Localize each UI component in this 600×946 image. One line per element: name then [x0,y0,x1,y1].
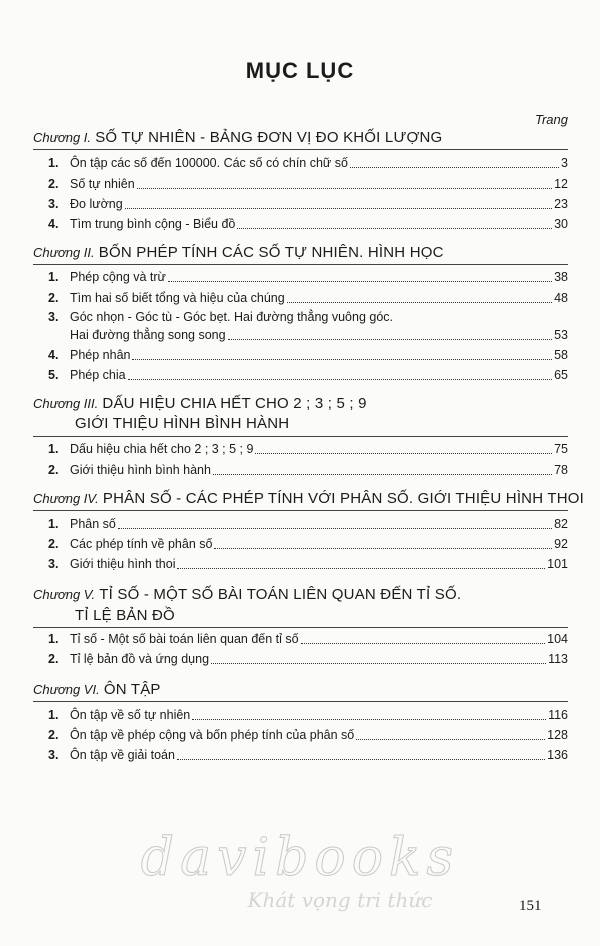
entry-page: 82 [554,517,568,531]
leader-dots [255,449,552,454]
entry-number: 2. [48,537,59,551]
chapter-title: PHÂN SỐ - CÁC PHÉP TÍNH VỚI PHÂN SỐ. GIỚI THIỆU HÌNH THOI [102,490,584,507]
toc-entry [48,727,568,743]
toc-entry [48,747,568,763]
chapter-divider [33,627,568,628]
chapter-divider [33,149,568,150]
entry-text: Đo lường [70,197,123,211]
leader-dots [177,564,545,569]
chapter-subtitle-text: TỈ LỆ BẢN ĐỒ [75,607,175,624]
entry-number: 2. [48,177,59,191]
entry-number: 1. [48,156,59,170]
leader-dots [192,715,546,720]
chapter-divider [33,436,568,437]
entry-number: 1. [48,442,59,456]
entry-page: 113 [548,652,568,666]
entry-number: 1. [48,517,59,531]
toc-entry [48,347,568,363]
leader-dots [168,277,552,282]
entry-page: 92 [554,537,568,551]
entry-page: 23 [554,197,568,211]
toc-entry [48,290,568,306]
entry-number: 4. [48,348,59,362]
chapter-title: BỐN PHÉP TÍNH CÁC SỐ TỰ NHIÊN. HÌNH HỌC [98,244,444,261]
entry-text: Góc nhọn - Góc tù - Góc bẹt. Hai đường thẳng vuông góc. [70,310,393,324]
entry-text: Phép cộng và trừ [70,270,166,284]
entry-text: Hai đường thẳng song song [70,328,226,342]
toc-entry [48,216,568,232]
entry-number: 1. [48,632,59,646]
entry-text: Tỉ lệ bản đồ và ứng dụng [70,652,210,666]
chapter-heading [33,394,367,414]
entry-text: Ôn tập các số đến 100000. Các số có chín chữ số [70,156,348,170]
entry-text: Dấu hiệu chia hết cho 2 ; 3 ; 5 ; 9 [70,442,254,456]
entry-text: Phân số [70,517,116,531]
leader-dots [356,735,545,740]
chapter-heading [33,243,444,263]
watermark-tagline: Khát vọng tri thức [247,888,433,912]
entry-text: Tìm trung bình cộng - Biểu đồ [70,217,236,231]
entry-page: 30 [554,217,568,231]
entry-page: 104 [547,632,568,646]
entry-number: 3. [48,748,59,762]
leader-dots [237,224,552,229]
leader-dots [301,639,546,644]
entry-text: Các phép tính về phân số [70,537,213,551]
leader-dots [132,355,552,360]
entry-page: 101 [547,557,568,571]
toc-entry [48,441,568,457]
leader-dots [137,184,552,189]
entry-number: 2. [48,652,59,666]
chapter-label: Chương II. [33,245,95,260]
chapter-subtitle-text: GIỚI THIỆU HÌNH BÌNH HÀNH [75,415,290,432]
entry-page: 128 [547,728,568,742]
entry-page: 65 [554,368,568,382]
entry-page: 38 [554,270,568,284]
chapter-label: Chương V. [33,587,96,602]
toc-entry [48,155,568,171]
page-column-label: Trang [535,112,568,127]
entry-page: 53 [554,328,568,342]
toc-entry [48,536,568,552]
watermark-logo: davibooks [140,828,460,888]
chapter-heading [33,680,161,700]
entry-number: 2. [48,728,59,742]
toc-entry [48,707,568,723]
entry-number: 3. [48,310,59,324]
toc-entry-continuation [48,327,568,343]
chapter-label: Chương III. [33,396,99,411]
leader-dots [177,755,545,760]
entry-number: 2. [48,463,59,477]
entry-text: Giới thiệu hình bình hành [70,463,211,477]
entry-text: Ôn tập về giải toán [70,748,175,762]
page-number: 151 [519,898,542,914]
leader-dots [213,470,552,475]
entry-page: 58 [554,348,568,362]
entry-text: Tỉ số - Một số bài toán liên quan đến tỉ số [70,632,299,646]
entry-number: 3. [48,197,59,211]
chapter-divider [33,264,568,265]
chapter-divider [33,510,568,511]
leader-dots [350,163,559,168]
chapter-subtitle [33,606,175,626]
entry-text: Phép chia [70,368,126,382]
entry-number: 3. [48,557,59,571]
toc-entry [48,462,568,478]
entry-text: Giới thiệu hình thoi [70,557,176,571]
leader-dots [118,524,552,529]
entry-number: 1. [48,708,59,722]
leader-dots [125,204,552,209]
toc-entry [48,367,568,383]
leader-dots [128,375,552,380]
toc-entry [48,516,568,532]
toc-entry [48,269,568,285]
chapter-label: Chương VI. [33,682,100,697]
entry-text: Phép nhân [70,348,131,362]
leader-dots [214,544,552,549]
chapter-heading [33,489,584,509]
chapter-title: ÔN TẬP [103,681,161,698]
chapter-heading [33,585,461,605]
entry-number: 5. [48,368,59,382]
entry-page: 3 [561,156,568,170]
leader-dots [228,335,553,340]
entry-text: Ôn tập về số tự nhiên [70,708,191,722]
entry-text: Tìm hai số biết tổng và hiệu của chúng [70,291,285,305]
entry-number: 2. [48,291,59,305]
page-title: MỤC LỤC [245,58,355,83]
leader-dots [211,659,546,664]
chapter-divider [33,701,568,702]
entry-number: 4. [48,217,59,231]
chapter-heading [33,128,442,148]
entry-text: Số tự nhiên [70,177,135,191]
entry-page: 136 [547,748,568,762]
entry-text: Ôn tập về phép cộng và bốn phép tính của phân số [70,728,355,742]
toc-entry [48,196,568,212]
entry-page: 116 [548,708,568,722]
chapter-label: Chương I. [33,130,92,145]
entry-number: 1. [48,270,59,284]
chapter-subtitle [33,414,289,434]
toc-entry [48,556,568,572]
entry-page: 75 [554,442,568,456]
chapter-title: DẤU HIỆU CHIA HẾT CHO 2 ; 3 ; 5 ; 9 [102,395,367,412]
entry-page: 48 [554,291,568,305]
toc-entry [48,309,568,325]
chapter-title: SỐ TỰ NHIÊN - BẢNG ĐƠN VỊ ĐO KHỐI LƯỢNG [95,129,443,146]
chapter-title: TỈ SỐ - MỘT SỐ BÀI TOÁN LIÊN QUAN ĐẾN TỈ SỐ. [99,586,462,603]
leader-dots [287,298,552,303]
toc-entry [48,176,568,192]
entry-page: 12 [554,177,568,191]
chapter-label: Chương IV. [33,491,99,506]
toc-entry [48,631,568,647]
toc-entry [48,651,568,667]
entry-page: 78 [554,463,568,477]
